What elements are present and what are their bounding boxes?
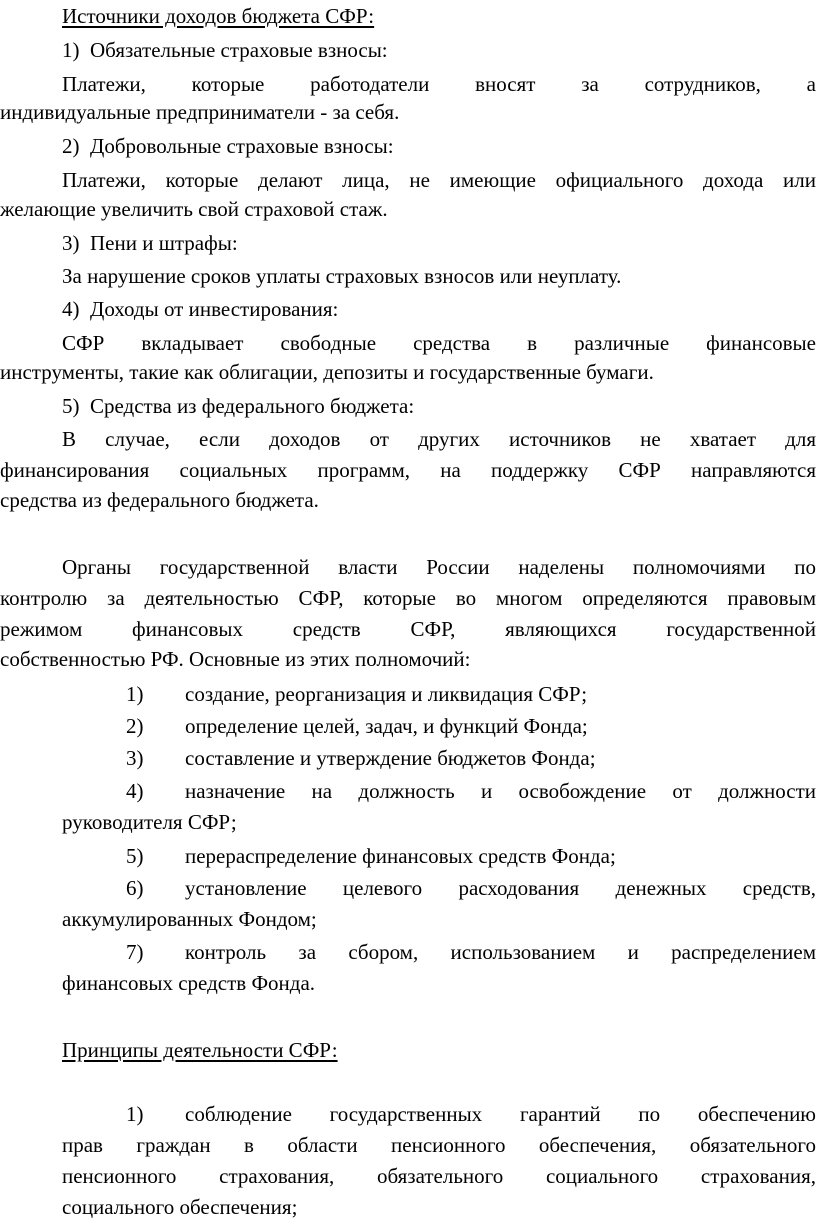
list-number: 5) xyxy=(62,394,80,418)
control-item-3-number: 3) xyxy=(126,746,144,770)
income-item-5-desc-3: средства из федерального бюджета. xyxy=(0,488,319,512)
control-intro-4: собственностью РФ. Основные из этих полномочий: xyxy=(0,647,471,671)
income-item-5-title xyxy=(62,392,414,420)
control-item-6-text-1: установление целевого расходования денежных средств, xyxy=(185,876,816,900)
control-item-7-number: 7) xyxy=(126,940,144,964)
income-item-4-title xyxy=(62,295,338,323)
list-title: Средства из федерального бюджета: xyxy=(90,394,415,418)
list-title: Доходы от инвестирования: xyxy=(90,297,339,321)
list-number: 2) xyxy=(62,134,80,158)
income-item-1-title xyxy=(62,36,388,64)
control-item-3-text: составление и утверждение бюджетов Фонда; xyxy=(185,746,596,770)
control-item-2-text: определение целей, задач, и функций Фонда; xyxy=(185,714,588,738)
income-item-5-desc-2: финансирования социальных программ, на поддержку СФР направляются xyxy=(0,458,816,482)
list-number: 3) xyxy=(62,231,80,255)
income-item-4-desc-1: СФР вкладывает свободные средства в различные финансовые xyxy=(62,331,816,355)
income-item-1-desc-1: Платежи, которые работодатели вносят за сотрудников, а xyxy=(62,72,816,96)
income-item-3-desc-1: За нарушение сроков уплаты страховых взносов или неуплату. xyxy=(62,264,622,288)
income-item-2-desc-2: желающие увеличить свой страховой стаж. xyxy=(0,197,388,221)
income-item-2-desc-1: Платежи, которые делают лица, не имеющие официального дохода или xyxy=(62,168,816,192)
list-title: Добровольные страховые взносы: xyxy=(90,134,394,158)
control-item-1-text: создание, реорганизация и ликвидация СФР; xyxy=(185,682,588,706)
control-intro-2: контролю за деятельностью СФР, которые во многом определяются правовым xyxy=(0,586,816,610)
list-title: Обязательные страховые взносы: xyxy=(90,38,388,62)
principles-item-1-text-4: социального обеспечения; xyxy=(62,1195,298,1219)
control-item-7-text-1: контроль за сбором, использованием и распределением xyxy=(185,940,816,964)
income-item-3-title xyxy=(62,229,238,257)
control-intro-1: Органы государственной власти России наделены полномочиями по xyxy=(62,555,816,579)
principles-item-1-text-3: пенсионного страхования, обязательного социального страхования, xyxy=(62,1164,816,1188)
control-item-2-number: 2) xyxy=(126,714,144,738)
control-item-4-number: 4) xyxy=(126,779,144,803)
control-item-6-text-2: аккумулированных Фондом; xyxy=(62,907,317,931)
control-item-1-number: 1) xyxy=(126,682,144,706)
income-item-4-desc-2: инструменты, такие как облигации, депозиты и государственные бумаги. xyxy=(0,360,654,384)
list-title: Пени и штрафы: xyxy=(90,231,238,255)
control-item-6-number: 6) xyxy=(126,876,144,900)
principles-item-1-text-1: соблюдение государственных гарантий по обеспечению xyxy=(185,1102,816,1126)
list-number: 1) xyxy=(62,38,80,62)
control-item-5-text: перераспределение финансовых средств Фонда; xyxy=(185,844,616,868)
control-item-4-text-2: руководителя СФР; xyxy=(62,810,237,834)
control-item-7-text-2: финансовых средств Фонда. xyxy=(62,971,316,995)
control-item-4-text-1: назначение на должность и освобождение от должности xyxy=(185,779,816,803)
income-heading: Источники доходов бюджета СФР: xyxy=(62,4,375,28)
principles-heading: Принципы деятельности СФР: xyxy=(62,1038,338,1062)
income-item-1-desc-2: индивидуальные предприниматели - за себя. xyxy=(0,100,400,124)
income-item-5-desc-1: В случае, если доходов от других источников не хватает для xyxy=(62,427,816,451)
list-number: 4) xyxy=(62,297,80,321)
control-intro-3: режимом финансовых средств СФР, являющихся государственной xyxy=(0,617,816,641)
income-item-2-title xyxy=(62,132,394,160)
principles-item-1-number: 1) xyxy=(126,1102,144,1126)
principles-item-1-text-2: прав граждан в области пенсионного обеспечения, обязательного xyxy=(62,1133,816,1157)
control-item-5-number: 5) xyxy=(126,844,144,868)
